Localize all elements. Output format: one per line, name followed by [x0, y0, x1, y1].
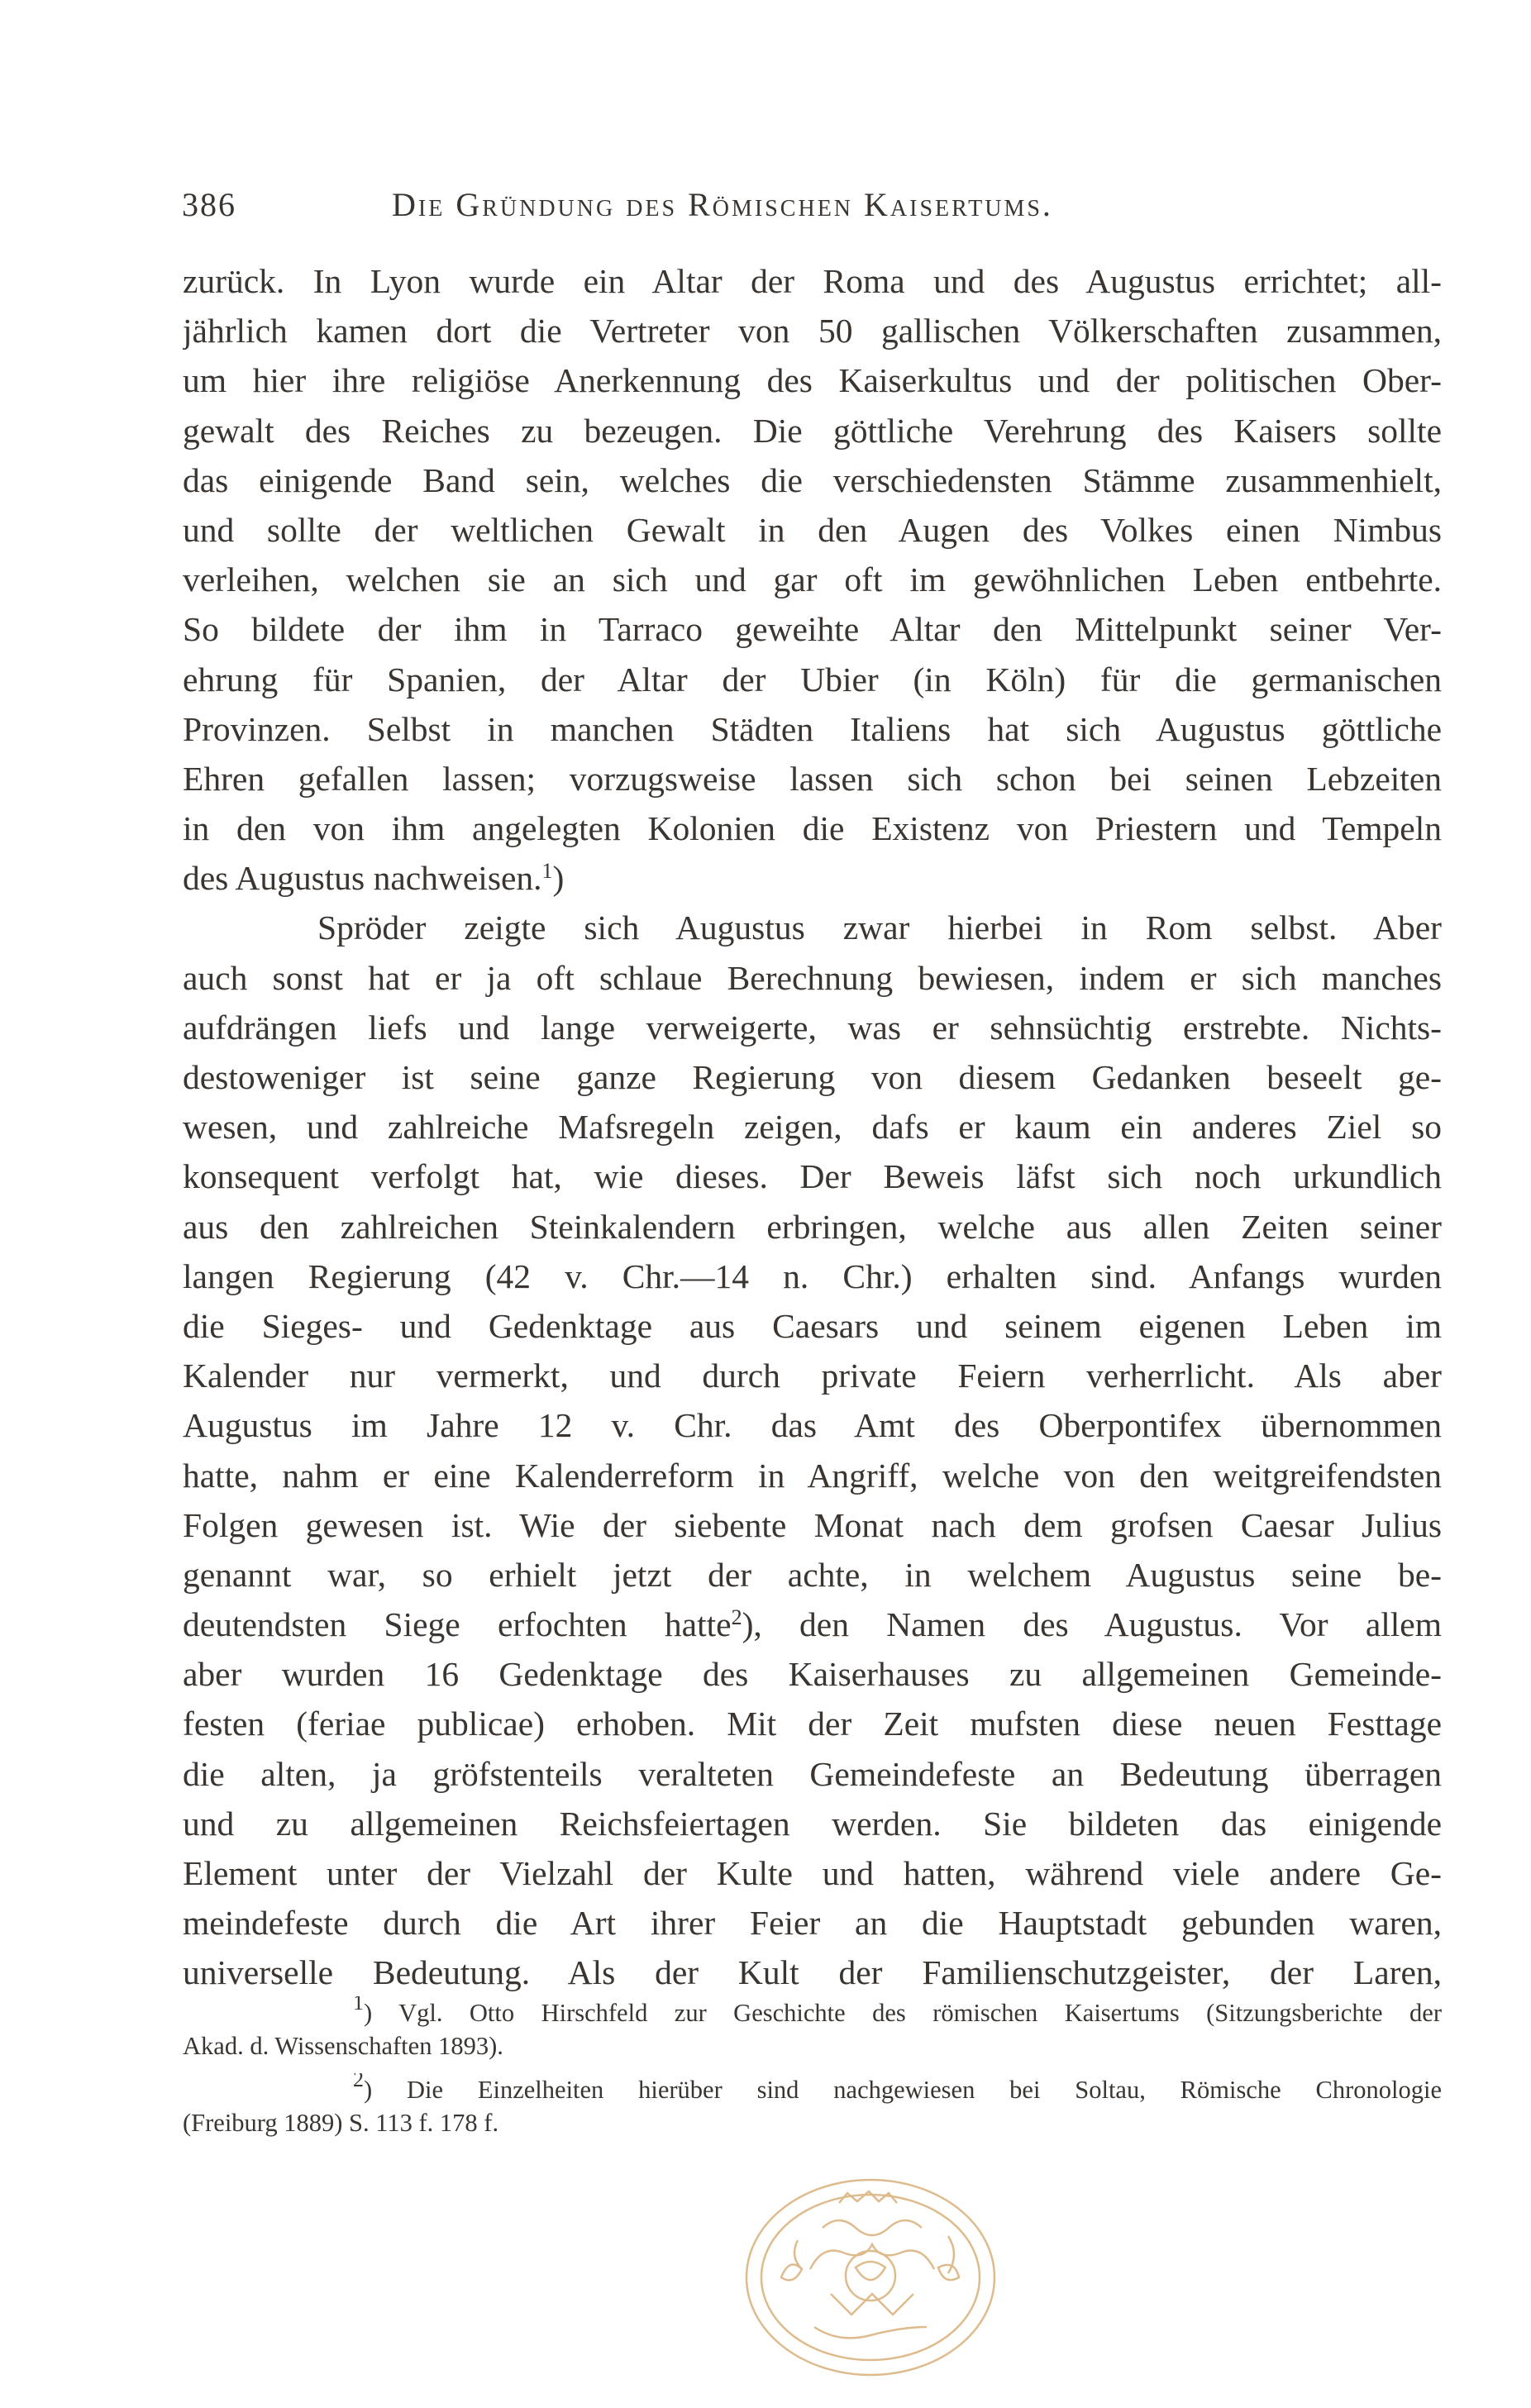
text-line: Kalender nur vermerkt, und durch private Feiern verherrlicht. Als aber [183, 1357, 1442, 1395]
text-line: auch sonst hat er ja oft schlaue Berechnung bewiesen, indem er sich manches [183, 958, 1442, 997]
footnotes [183, 1996, 1442, 2150]
footnote-marker: 1 [353, 1996, 364, 2015]
text-line: um hier ihre religiöse Anerkennung des Kaiserkultus und der politischen Ober- [183, 361, 1442, 400]
text-line: und sollte der weltlichen Gewalt in den Augen des Volkes einen Nimbus [183, 510, 1442, 549]
running-title: Die Gründung des Römischen Kaisertums. [392, 186, 1053, 223]
text-line: konsequent verfolgt hat, wie dieses. Der Beweis läfst sich noch urkundlich [183, 1157, 1442, 1196]
footnote-1 [183, 1996, 1442, 2062]
body-text [183, 256, 1442, 1998]
text-line: und zu allgemeinen Reichsfeiertagen werden. Sie bildeten das einigende [183, 1804, 1442, 1843]
text-line: destoweniger ist seine ganze Regierung von diesem Gedanken beseelt ge- [183, 1058, 1442, 1096]
page-number: 386 [182, 186, 236, 223]
text-line: Provinzen. Selbst in manchen Städten Italiens hat sich Augustus göttliche [183, 709, 1442, 748]
text-line: langen Regierung (42 v. Chr.—14 n. Chr.) erhalten sind. Anfangs wurden [183, 1256, 1442, 1295]
text-line: verleihen, welchen sie an sich und gar oft im gewöhnlichen Leben entbehrte. [183, 560, 1442, 599]
footnote-ref-2: 2 [731, 1605, 742, 1630]
footnote-line: (Freiburg 1889) S. 113 f. 178 f. [183, 2109, 499, 2137]
library-seal-stamp-icon [732, 2170, 1013, 2381]
footnote-2 [183, 2073, 1442, 2139]
text-line: jährlich kamen dort die Vertreter von 50 gallischen Völkerschaften zusammen, [183, 312, 1442, 350]
text-line: die alten, ja gröfstenteils veralteten Gemeindefeste an Bedeutung überragen [183, 1754, 1442, 1793]
text-line: Element unter der Vielzahl der Kulte und hatten, während viele andere Ge- [183, 1854, 1442, 1892]
text-line: die Sieges- und Gedenktage aus Caesars und seinem eigenen Leben im [183, 1306, 1442, 1345]
paragraph-first-line: Spröder zeigte sich Augustus zwar hierbei in Rom selbst. Aber [317, 908, 1442, 947]
text-line: genannt war, so erhielt jetzt der achte, in welchem Augustus seine be- [183, 1555, 1442, 1594]
text-line: aufdrängen liefs und lange verweigerte, was er sehnsüchtig erstrebte. Nichts- [183, 1008, 1442, 1047]
footnote-marker: 2 [353, 2073, 364, 2091]
text-line: aber wurden 16 Gedenktage des Kaiserhauses zu allgemeinen Gemeinde- [183, 1655, 1442, 1694]
text-line: Ehren gefallen lassen; vorzugsweise lassen sich schon bei seinen Lebzeiten [183, 759, 1442, 798]
text-line: universelle Bedeutung. Als der Kult der Familienschutzgeister, der Laren, [183, 1953, 1442, 1992]
footnote-line: Akad. d. Wissenschaften 1893). [183, 2032, 503, 2060]
text-line: So bildete der ihm in Tarraco geweihte Altar den Mittelpunkt seiner Ver- [183, 610, 1442, 649]
text-line: Folgen gewesen ist. Wie der siebente Monat nach dem grofsen Caesar Julius [183, 1505, 1442, 1544]
text-line: aus den zahlreichen Steinkalendern erbringen, welche aus allen Zeiten seiner [183, 1207, 1442, 1246]
text-line: hatte, nahm er eine Kalenderreform in Angriff, welche von den weitgreifendsten [183, 1456, 1442, 1495]
text-line-with-footnote-ref: des Augustus nachweisen.$^1$) [183, 859, 565, 898]
text-line: festen (feriae publicae) erhoben. Mit der Zeit mufsten diese neuen Festtage [183, 1705, 1442, 1743]
footnote-line: $^2$) Die Einzelheiten hierüber sind nachgewiesen bei Soltau, Römische Chronologie [183, 2073, 1442, 2106]
footnote-ref-1: 1 [541, 859, 553, 884]
text-line: ehrung für Spanien, der Altar der Ubier (in Köln) für die germanischen [183, 660, 1442, 699]
text-line: gewalt des Reiches zu bezeugen. Die göttliche Verehrung des Kaisers sollte [183, 411, 1442, 450]
text-line-with-footnote-ref: deutendsten Siege erfochten hatte$^2$), den Namen des Augustus. Vor allem [183, 1605, 1442, 1644]
text-line: wesen, und zahlreiche Mafsregeln zeigen, dafs er kaum ein anderes Ziel so [183, 1108, 1442, 1147]
text-line: zurück. In Lyon wurde ein Altar der Roma und des Augustus errichtet; all- [183, 262, 1442, 300]
text-line: in den von ihm angelegten Kolonien die Existenz von Priestern und Tempeln [183, 809, 1442, 848]
text-line: Augustus im Jahre 12 v. Chr. das Amt des Oberpontifex übernommen [183, 1406, 1442, 1445]
footnote-line: $^1$) Vgl. Otto Hirschfeld zur Geschichte des römischen Kaisertums (Sitzungsberichte der [183, 1996, 1442, 2029]
text-line: meindefeste durch die Art ihrer Feier an die Hauptstadt gebunden waren, [183, 1904, 1442, 1943]
text-line: das einigende Band sein, welches die verschiedensten Stämme zusammenhielt, [183, 460, 1442, 499]
